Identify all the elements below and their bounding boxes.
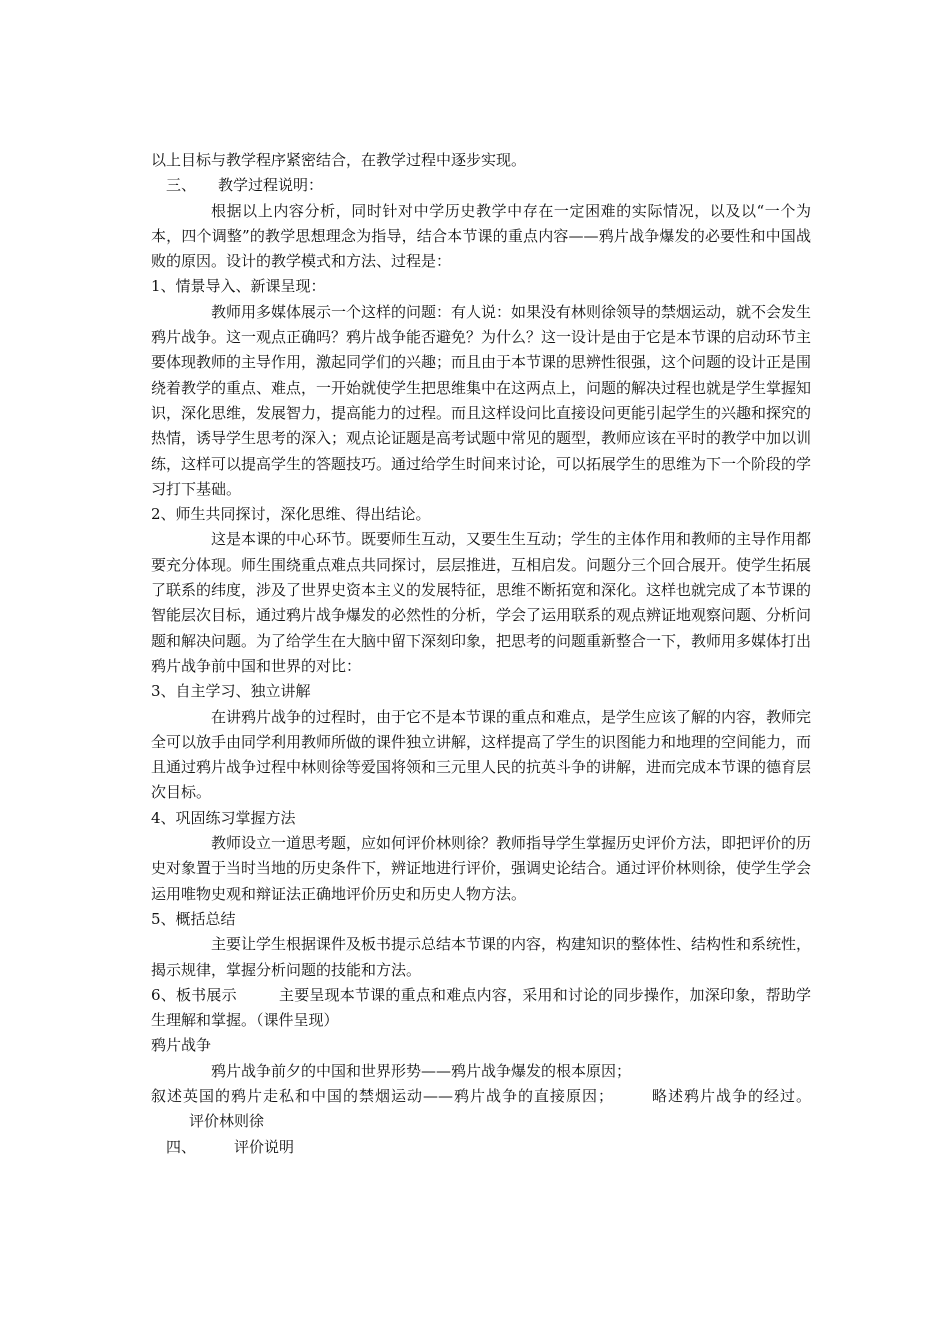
section-3-heading	[151, 173, 811, 198]
board-line-2	[151, 1084, 811, 1135]
board-item-course: 略述鸦片战争的经过。	[650, 1086, 811, 1105]
section-4-number: 四、	[166, 1137, 197, 1156]
board-title: 鸦片战争	[151, 1036, 212, 1055]
step-6-text: 主要呈现本节课的重点和难点内容，采用和讨论的同步操作，加深印象，帮助学生理解和掌握。（课件呈现）	[151, 985, 811, 1030]
step-5-paragraph: 主要让学生根据课件及板书提示总结本节课的内容，构建知识的整体性、结构性和系统性，揭示规律，掌握分析问题的技能和方法。	[151, 935, 812, 979]
step-4-paragraph: 教师设立一道思考题，应如何评价林则徐？教师指导学生掌握历史评价方法，即把评价的历史对象置于当时当地的历史条件下，辨证地进行评价，强调史论结合。通过评价林则徐，使学生学会运用唯物史观和辩证法正确地评价历史和历史人物方法。	[151, 834, 812, 903]
step-3-heading: 3、自主学习、独立讲解	[151, 682, 311, 701]
board-item-smuggling: 叙述英国的鸦片走私和中国的禁烟运动——鸦片战争的直接原因；	[151, 1086, 613, 1105]
intro-line: 以上目标与教学程序紧密结合，在教学过程中逐步实现。	[151, 151, 527, 169]
step-2-paragraph: 这是本课的中心环节。既要师生互动，又要生生互动；学生的主体作用和教师的主导作用都要充分体现。师生围绕重点难点共同探讨，层层推进，互相启发。问题分三个回合展开。使学生拓展了联系的纬度，涉及了世界史资本主义的发展特征，思维不断拓宽和深化。这样也就完成了本节课的智能层次目标，通过鸦片战争爆发的必然性的分析，学会了运用联系的观点辨证地观察问题、分析问题和解决问题。为了给学生在大脑中留下深刻印象，把思考的问题重新整合一下，教师用多媒体打出鸦片战争前中国和世界的对比：	[151, 530, 812, 675]
step-1-paragraph: 教师用多媒体展示一个这样的问题：有人说：如果没有林则徐领导的禁烟运动，就不会发生鸦片战争。这一观点正确吗？鸦片战争能否避免？为什么？这一设计是由于它是本节课的启动环节主要体现教师的主导作用，激起同学们的兴趣；而且由于本节课的思辨性很强，这个问题的设计正是围绕着教学的重点、难点，一开始就使学生把思维集中在这两点上，问题的解决过程也就是学生掌握知识，深化思维，发展智力，提高能力的过程。而且这样设问比直接设问更能引起学生的兴趣和探究的热情，诱导学生思考的深入；观点论证题是高考试题中常见的题型，教师应该在平时的教学中加以训练，这样可以提高学生的答题技巧。通过给学生时间来讨论，可以拓展学生的思维为下一个阶段的学习打下基础。	[151, 302, 812, 498]
step-5-heading: 5、概括总结	[151, 909, 236, 928]
step-6-paragraph	[151, 983, 811, 1034]
board-item-evaluation: 评价林则徐	[189, 1112, 265, 1131]
section-4-title: 评价说明	[234, 1137, 295, 1156]
section-3-title: 教学过程说明：	[218, 176, 324, 195]
step-4-heading: 4、巩固练习掌握方法	[151, 808, 296, 827]
section-4-heading	[151, 1135, 811, 1160]
step-6-heading: 6、板书展示	[151, 985, 237, 1004]
document-body	[151, 148, 811, 1160]
step-1-heading: 1、情景导入、新课呈现：	[151, 277, 326, 296]
board-line-1: 鸦片战争前夕的中国和世界形势——鸦片战争爆发的根本原因；	[211, 1061, 632, 1080]
section-3-number: 三、	[166, 176, 197, 195]
step-2-heading: 2、师生共同探讨，深化思维、得出结论。	[151, 505, 431, 524]
section-3-paragraph: 根据以上内容分析，同时针对中学历史教学中存在一定困难的实际情况，以及以“一个为本，四个调整”的教学思想理念为指导，结合本节课的重点内容——鸦片战争爆发的必要性和中国战败的原因。设计的教学模式和方法、过程是：	[151, 201, 811, 271]
step-3-paragraph: 在讲鸦片战争的过程时，由于它不是本节课的重点和难点，是学生应该了解的内容，教师完全可以放手由同学利用教师所做的课件独立讲解，这样提高了学生的识图能力和地理的空间能力，而且通过鸦片战争过程中林则徐等爱国将领和三元里人民的抗英斗争的讲解，进而完成本节课的德育层次目标。	[151, 707, 812, 802]
